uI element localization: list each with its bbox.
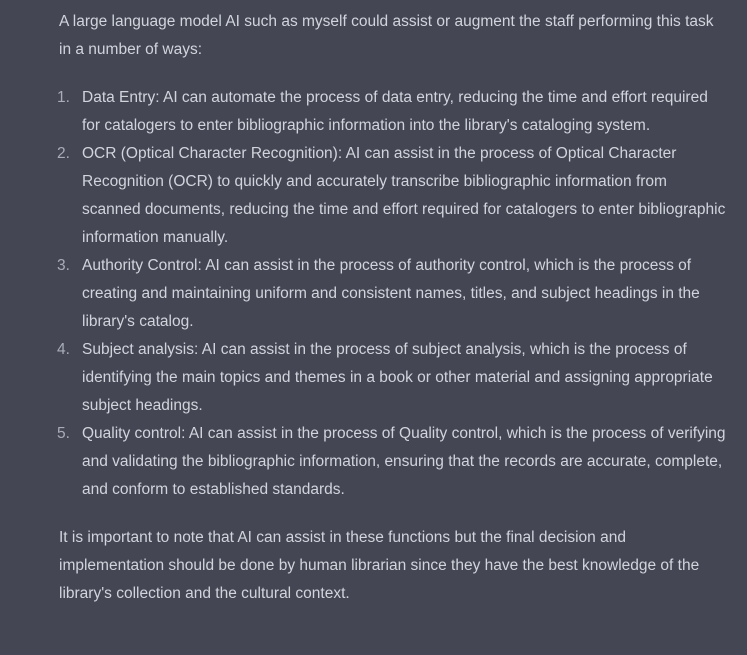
list-item [59, 252, 729, 336]
list-item-text: OCR (Optical Character Recognition): AI can assist in the process of Optical Character Recognition (OCR) to quickly and accurately transcribe bibliographic information from scanned documents, reducing the time and effort required for catalogers to enter bibliographic information manually. [82, 145, 726, 246]
list-item-text: Data Entry: AI can automate the process of data entry, reducing the time and effort required for catalogers to enter bibliographic information into the library's cataloging system. [82, 89, 708, 134]
list-item [59, 84, 729, 140]
intro-paragraph: A large language model AI such as myself could assist or augment the staff performing this task in a number of ways: [59, 13, 714, 58]
list-number: 5. [57, 425, 70, 442]
list-number: 3. [57, 257, 70, 274]
list-number: 2. [57, 145, 70, 162]
list-item-text: Subject analysis: AI can assist in the process of subject analysis, which is the process of identifying the main topics and themes in a book or other material and assigning appropriate subject headings. [82, 341, 713, 414]
list-number: 4. [57, 341, 70, 358]
list-item [59, 336, 729, 420]
conclusion-paragraph: It is important to note that AI can assist in these functions but the final decision and implementation should be done by human librarian since they have the best knowledge of the library's collection and the cultural context. [59, 529, 700, 602]
list-number: 1. [57, 89, 70, 106]
list-item-text: Authority Control: AI can assist in the process of authority control, which is the process of creating and maintaining uniform and consistent names, titles, and subject headings in the library's catalog. [82, 257, 700, 330]
assistant-response [59, 8, 729, 608]
list-item-text: Quality control: AI can assist in the process of Quality control, which is the process of verifying and validating the bibliographic information, ensuring that the records are accurate, complete, and conform to established standards. [82, 425, 726, 498]
list-item [59, 420, 729, 504]
list-item [59, 140, 729, 252]
ways-list [59, 84, 729, 504]
